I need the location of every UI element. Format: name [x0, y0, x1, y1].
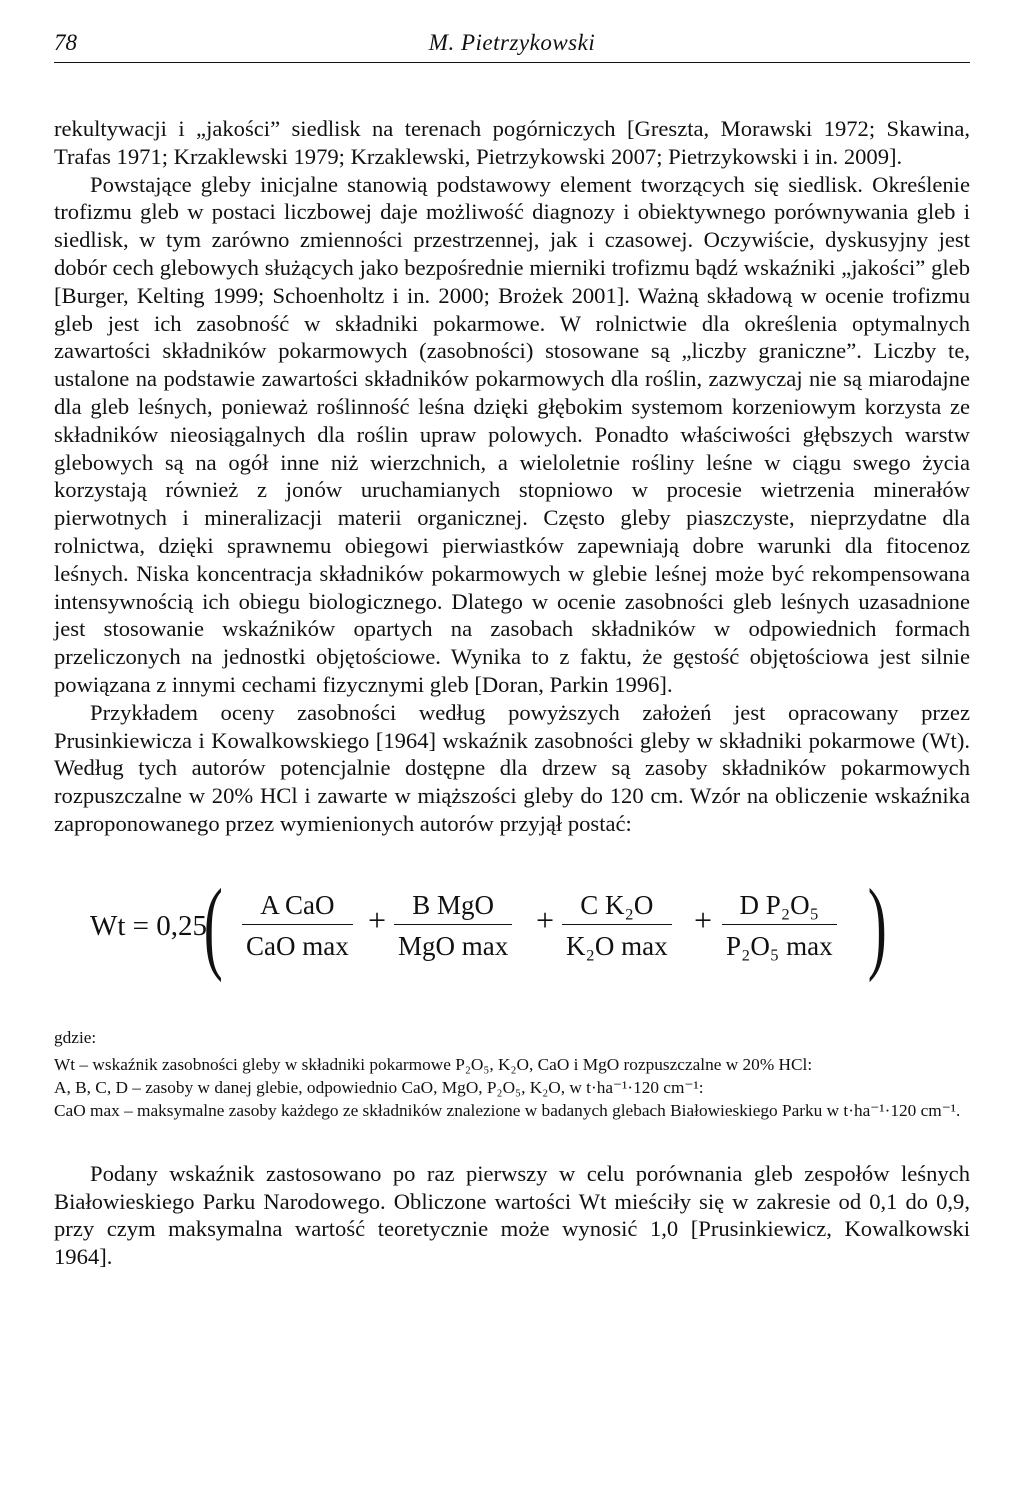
paragraph-closing: Podany wskaźnik zastosowano po raz pierwszy w celu porównania gleb zespołów leśnych Białowieskiego Parku Narodowego. Obliczone wartości Wt mieściły się w zakresie od 0,1 do 0,9, przy czym maksymalna wartość teoretycznie może wynosić 1,0 [Prusinkiewicz, Kowalkowski 1964]. — [54, 1160, 970, 1270]
plus-operator: + — [368, 901, 387, 938]
page — [54, 24, 970, 1271]
fraction-denominator: K₂O max — [566, 930, 668, 961]
fraction-k2o — [562, 888, 672, 963]
running-head: M. Pietrzykowski — [428, 30, 596, 55]
fraction-mgo — [394, 888, 512, 963]
formula-right-paren: ) — [867, 867, 887, 983]
fraction-numerator: D P₂O₅ — [722, 888, 837, 925]
fraction-numerator: B MgO — [394, 888, 512, 925]
page-number: 78 — [54, 30, 77, 55]
body-text — [54, 115, 970, 838]
fraction-numerator: C K₂O — [562, 888, 672, 925]
wt-formula — [54, 867, 970, 983]
definitions-lead: gdzie: — [54, 1027, 97, 1047]
definition-wt: Wt – wskaźnik zasobności gleby w składniki pokarmowe P₂O₅, K₂O, CaO i MgO rozpuszczalne w 20% HCl: — [54, 1054, 813, 1074]
paragraph-1: rekultywacji i „jakości” siedlisk na terenach pogórniczych [Greszta, Morawski 1972; Skawina, Trafas 1971; Krzaklewski 1979; Krzaklewski, Pietrzykowski 2007; Pietrzykowski i in. 2009]. — [54, 116, 970, 169]
fraction-cao — [242, 888, 353, 963]
formula-left-paren: ( — [203, 867, 223, 983]
paragraph-3: Przykładem oceny zasobności według powyższych założeń jest opracowany przez Prusinkiewicza i Kowalkowskiego [1964] wskaźnik zasobności gleby w składniki pokarmowe (Wt). Według tych autorów potencjalnie dostępne dla drzew są zasoby składników pokarmowych rozpuszczalne w 20% HCl i zawarte w miąższości gleby do 120 cm. Wzór na obliczenie wskaźnika zaproponowanego przez wymienionych autorów przyjął postać: — [54, 699, 970, 836]
fraction-denominator: CaO max — [246, 930, 349, 961]
plus-operator: + — [536, 901, 555, 938]
paragraph-2: Powstające gleby inicjalne stanowią podstawowy element tworzących się siedlisk. Określenie trofizmu gleb w postaci liczbowej daje możliwość diagnozy i obiektywnego porównywania gleb i siedlisk, w tym zarówno zmienności przestrzennej, jak i czasowej. Oczywiście, dyskusyjny jest dobór cech glebowych służących jako bezpośrednie mierniki trofizmu bądź wskaźniki „jakości” gleb [Burger, Kelting 1999; Schoenholtz i in. 2000; Brożek 2001]. Ważną składową w ocenie trofizmu gleb jest ich zasobność w składniki pokarmowe. W rolnictwie dla określenia optymalnych zawartości składników pokarmowych (zasobności) stosowane są „liczby graniczne”. Liczby te, ustalone na podstawie zawartości składników pokarmowych dla roślin, zazwyczaj nie są miarodajne dla gleb leśnych, ponieważ roślinność leśna dzięki głębokim systemom korzeniowym korzysta ze składników nieosiągalnych dla roślin upraw polowych. Ponadto właściwości głębszych warstw glebowych są na ogół inne niż wierzchnich, a wieloletnie rośliny leśne w ciągu swego życia korzystają również z jonów uruchamianych stopniowo w procesie wietrzenia minerałów pierwotnych i mineralizacji materii organicznej. Często gleby piaszczyste, nieprzydatne dla rolnictwa, dzięki sprawnemu obiegowi pierwiastków zapewniają dobre warunki dla fitocenoz leśnych. Niska koncentracja składników pokarmowych w glebie leśnej może być rekompensowana intensywnością ich obiegu biologicznego. Dlatego w ocenie zasobności gleb leśnych uzasadnione jest stosowanie wskaźników opartych na zasobach składników w odpowiednich formach przeliczonych na jednostki objętościowe. Wynika to z faktu, że gęstość objętościowa jest silnie powiązana z innymi cechami fizycznymi gleb [Doran, Parkin 1996]. — [54, 171, 970, 697]
page-header — [54, 24, 970, 63]
fraction-numerator: A CaO — [242, 888, 353, 925]
fraction-p2o5 — [722, 888, 837, 963]
formula-lhs: Wt = 0,25 — [90, 909, 208, 942]
plus-operator: + — [694, 901, 713, 938]
fraction-denominator: P₂O₅ max — [726, 930, 833, 961]
definitions — [54, 1026, 970, 1122]
definition-max: CaO max – maksymalne zasoby każdego ze składników znalezione w badanych glebach Białowieskiego Parku w t·ha⁻¹·120 cm⁻¹. — [54, 1100, 961, 1120]
fraction-denominator: MgO max — [398, 930, 509, 961]
definition-abcd: A, B, C, D – zasoby w danej glebie, odpowiednio CaO, MgO, P₂O₅, K₂O, w t·ha⁻¹·120 cm⁻¹: — [54, 1077, 704, 1097]
closing-text — [54, 1160, 970, 1271]
